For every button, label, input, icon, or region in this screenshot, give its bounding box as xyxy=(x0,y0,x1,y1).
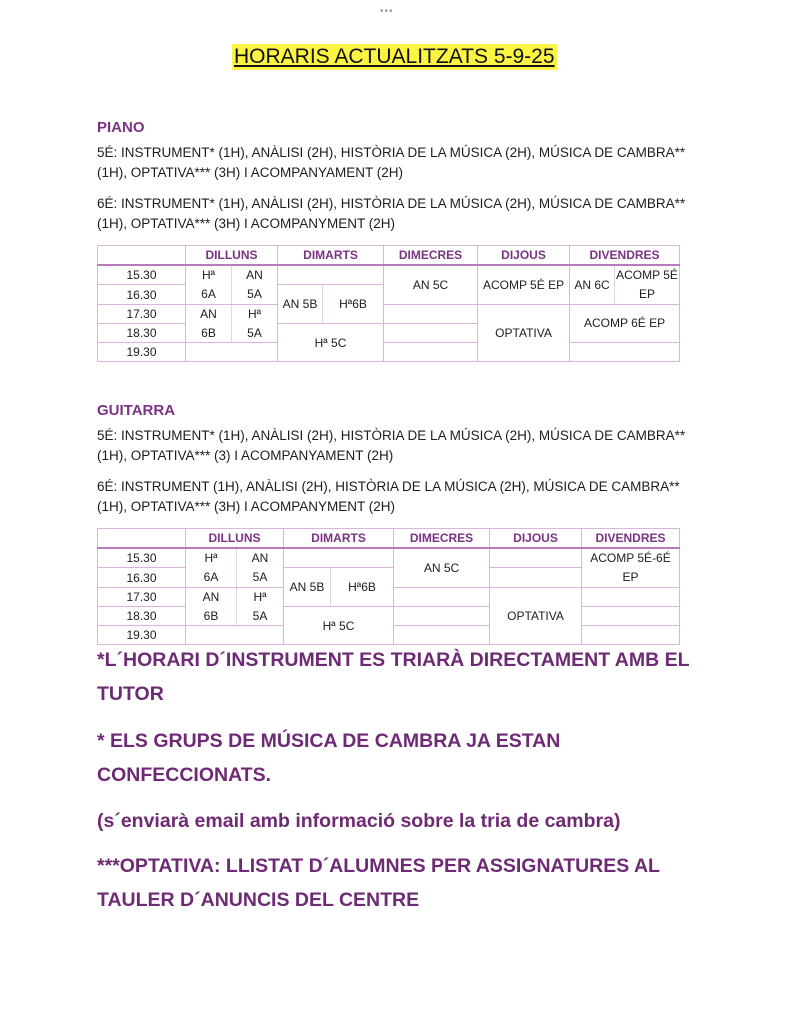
section-heading-piano: PIANO xyxy=(97,119,145,136)
note-email: (s´enviarà email amb informació sobre la tria de cambra) xyxy=(97,810,621,832)
schedule-cell: 6B xyxy=(186,324,232,343)
schedule-cell-empty xyxy=(284,548,394,568)
note-cambra: * ELS GRUPS DE MÚSICA DE CAMBRA JA ESTAN CONFECCIONATS. xyxy=(97,730,561,786)
header-dimarts: DIMARTS xyxy=(284,529,394,549)
header-dijous: DIJOUS xyxy=(490,529,582,549)
schedule-cell: OPTATIVA xyxy=(490,588,582,645)
schedule-cell: AN xyxy=(232,265,278,285)
schedule-cell: OPTATIVA xyxy=(478,305,570,362)
schedule-cell: 6A xyxy=(186,285,232,305)
schedule-cell-empty xyxy=(384,305,478,324)
section-heading-guitarra: GUITARRA xyxy=(97,402,176,419)
schedule-cell-empty xyxy=(384,324,478,343)
schedule-cell: ACOMP 6É EP xyxy=(570,305,680,343)
time-cell: 18.30 xyxy=(98,324,186,343)
header-divendres: DIVENDRES xyxy=(570,246,680,266)
table-row xyxy=(98,265,680,285)
schedule-cell-empty xyxy=(570,343,680,362)
schedule-cell-empty xyxy=(278,265,384,285)
schedule-cell: Hª xyxy=(186,265,232,285)
header-empty xyxy=(98,246,186,266)
header-dimarts: DIMARTS xyxy=(278,246,384,266)
schedule-cell-empty xyxy=(394,588,490,607)
schedule-cell: ACOMP 5É EP xyxy=(615,265,680,305)
schedule-cell: 5A xyxy=(232,285,278,305)
time-cell: 15.30 xyxy=(98,548,186,568)
schedule-cell-empty xyxy=(490,568,582,588)
piano-desc-5: 5É: INSTRUMENT* (1H), ANÀLISI (2H), HISTÒRIA DE LA MÚSICA (2H), MÚSICA DE CAMBRA** (1H), OPTATIVA*** (3H) I ACOMPANYAMENT (2H) xyxy=(97,145,686,180)
schedule-cell: Hª6B xyxy=(323,285,384,324)
schedule-cell: Hª xyxy=(232,305,278,324)
time-cell: 18.30 xyxy=(98,607,186,626)
header-dijous: DIJOUS xyxy=(478,246,570,266)
schedule-cell: Hª xyxy=(237,588,284,607)
schedule-cell: AN xyxy=(237,548,284,568)
table-row xyxy=(98,305,680,324)
schedule-cell: 5A xyxy=(237,607,284,626)
header-dilluns: DILLUNS xyxy=(186,246,278,266)
table-row xyxy=(98,343,680,362)
header-empty xyxy=(98,529,186,549)
guitarra-desc-6: 6É: INSTRUMENT (1H), ANÀLISI (2H), HISTÒRIA DE LA MÚSICA (2H), MÚSICA DE CAMBRA** (1H), OPTATIVA*** (3H) I ACOMPANYMENT (2H) xyxy=(97,479,680,514)
schedule-cell: ACOMP 5É-6É EP xyxy=(582,548,680,588)
schedule-cell: Hª 5C xyxy=(278,324,384,362)
schedule-cell: AN 5C xyxy=(384,265,478,305)
schedule-cell-empty xyxy=(384,343,478,362)
schedule-cell: 5A xyxy=(232,324,278,343)
schedule-cell: Hª6B xyxy=(331,568,394,607)
time-cell: 17.30 xyxy=(98,588,186,607)
schedule-cell-empty xyxy=(582,607,680,626)
time-cell: 19.30 xyxy=(98,343,186,362)
table-row xyxy=(98,607,680,626)
piano-schedule-table xyxy=(97,245,680,362)
piano-desc-6: 6É: INSTRUMENT* (1H), ANÀLISI (2H), HISTÒRIA DE LA MÚSICA (2H), MÚSICA DE CAMBRA** (1H), OPTATIVA*** (3H) I ACOMPANYMENT (2H) xyxy=(97,196,686,231)
schedule-cell: AN xyxy=(186,305,232,324)
schedule-cell-empty xyxy=(394,607,490,626)
schedule-cell: AN 5B xyxy=(284,568,331,607)
schedule-cell-empty xyxy=(582,588,680,607)
more-options-icon[interactable]: ••• xyxy=(380,6,394,17)
schedule-cell-empty xyxy=(394,626,490,645)
schedule-cell: 6B xyxy=(186,607,237,626)
table-header-row xyxy=(98,529,680,549)
guitarra-desc-5: 5É: INSTRUMENT* (1H), ANÀLISI (2H), HISTÒRIA DE LA MÚSICA (2H), MÚSICA DE CAMBRA** (1H), OPTATIVA*** (3) I ACOMPANYAMENT (2H) xyxy=(97,428,686,463)
table-row xyxy=(98,548,680,568)
table-header-row xyxy=(98,246,680,266)
schedule-cell: AN xyxy=(186,588,237,607)
schedule-cell: AN 6C xyxy=(570,265,615,305)
schedule-cell: AN 5B xyxy=(278,285,323,324)
schedule-cell: ACOMP 5É EP xyxy=(478,265,570,305)
time-cell: 17.30 xyxy=(98,305,186,324)
header-dilluns: DILLUNS xyxy=(186,529,284,549)
page-title: HORARIS ACTUALITZATS 5-9-25 xyxy=(234,45,555,68)
header-divendres: DIVENDRES xyxy=(582,529,680,549)
schedule-cell: 5A xyxy=(237,568,284,588)
schedule-cell: Hª xyxy=(186,548,237,568)
guitarra-schedule-table xyxy=(97,528,680,645)
schedule-cell: Hª 5C xyxy=(284,607,394,645)
schedule-cell-empty xyxy=(490,548,582,568)
time-cell: 15.30 xyxy=(98,265,186,285)
schedule-cell-empty xyxy=(582,626,680,645)
schedule-cell-empty xyxy=(186,343,278,362)
schedule-cell-empty xyxy=(186,626,284,645)
note-instrument: *L´HORARI D´INSTRUMENT ES TRIARÀ DIRECTAMENT AMB EL TUTOR xyxy=(97,649,690,705)
schedule-cell: AN 5C xyxy=(394,548,490,588)
header-dimecres: DIMECRES xyxy=(394,529,490,549)
schedule-cell: 6A xyxy=(186,568,237,588)
time-cell: 16.30 xyxy=(98,285,186,305)
time-cell: 16.30 xyxy=(98,568,186,588)
note-optativa: ***OPTATIVA: LLISTAT D´ALUMNES PER ASSIGNATURES AL TAULER D´ANUNCIS DEL CENTRE xyxy=(97,855,660,911)
time-cell: 19.30 xyxy=(98,626,186,645)
header-dimecres: DIMECRES xyxy=(384,246,478,266)
